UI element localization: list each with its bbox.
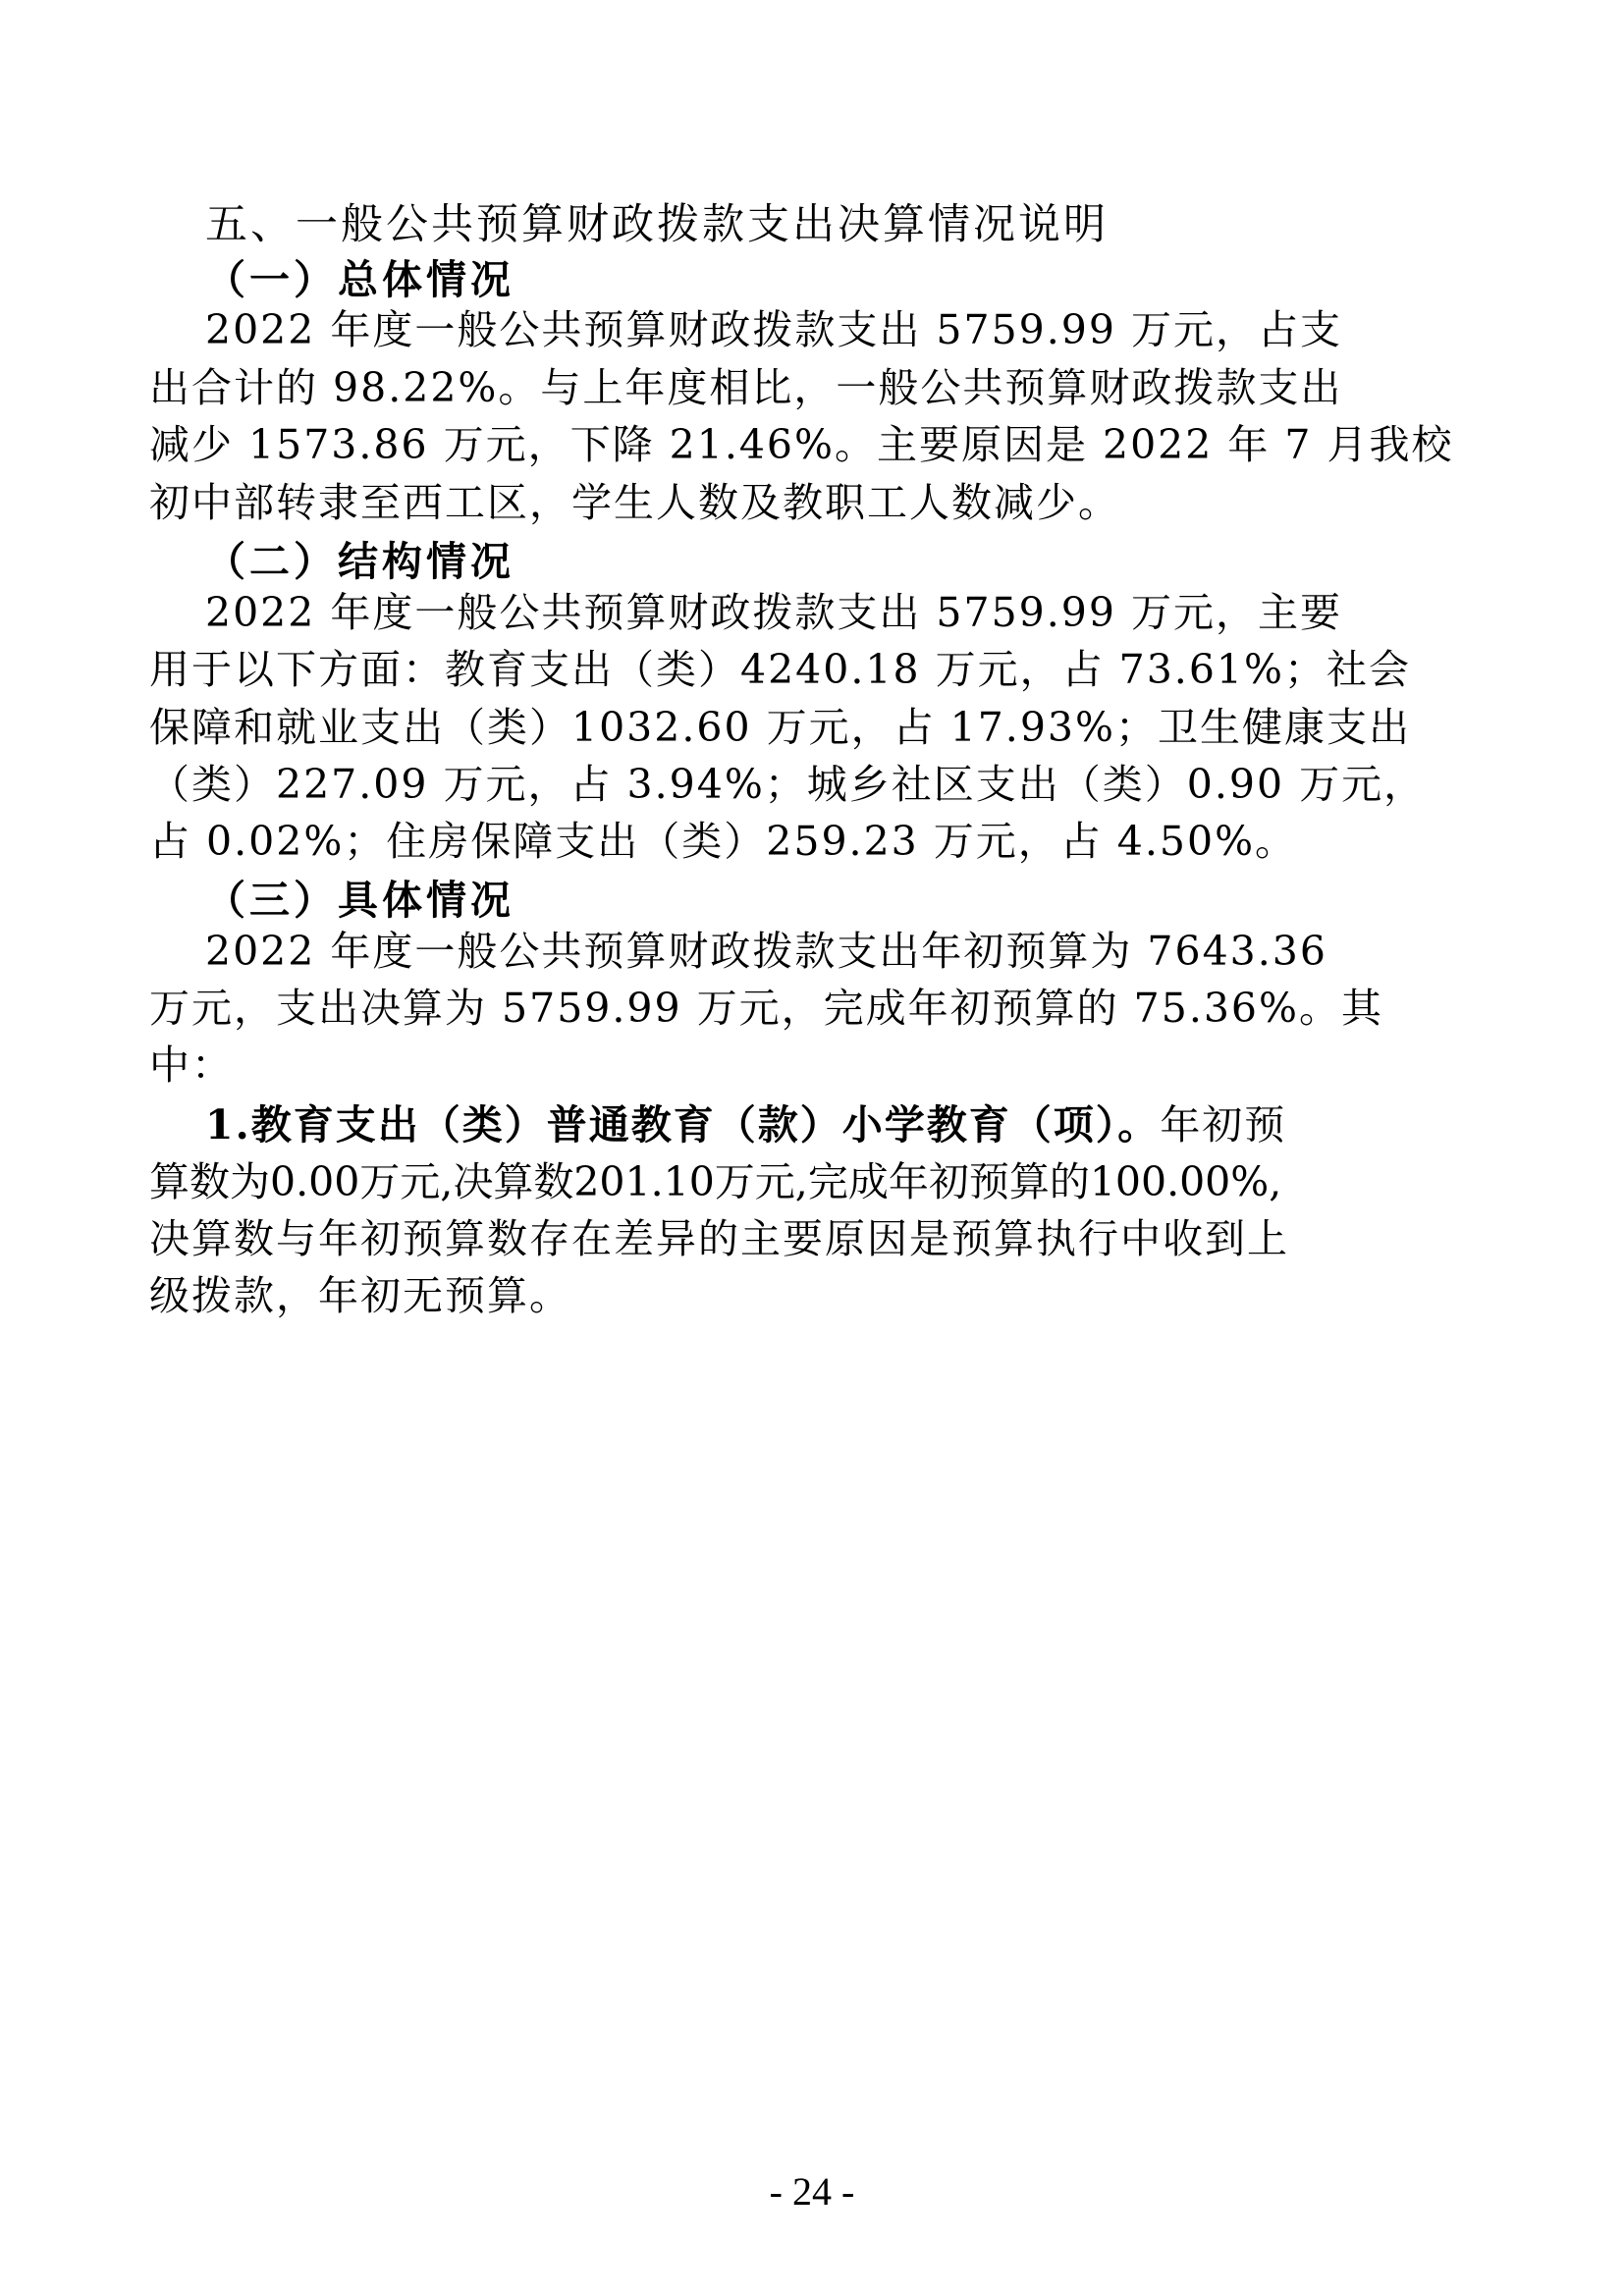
item-1-lead-rest: 年初预: [1160, 1101, 1287, 1148]
paragraph-line: 减少 1573.86 万元，下降 21.46%。主要原因是 2022 年 7 月我校: [149, 421, 1454, 468]
paragraph-line: 决算数与年初预算数存在差异的主要原因是预算执行中收到上: [149, 1215, 1289, 1262]
paragraph-line: 万元，支出决算为 5759.99 万元，完成年初预算的 75.36%。其: [149, 985, 1383, 1032]
item-1-lead: 1.教育支出（类）普通教育（款）小学教育（项）。: [205, 1101, 1161, 1148]
paragraph-line: 保障和就业支出（类）1032.60 万元，占 17.93%；卫生健康支出: [149, 704, 1411, 751]
paragraph-line: 级拨款，年初无预算。: [149, 1272, 571, 1319]
section-title: 五、一般公共预算财政拨款支出决算情况说明: [205, 200, 1109, 249]
subheading-structure: （二）结构情况: [205, 538, 514, 585]
paragraph-line: （类）227.09 万元，占 3.94%；城乡社区支出（类）0.90 万元，: [149, 761, 1427, 808]
paragraph-line: 出合计的 98.22%。与上年度相比，一般公共预算财政拨款支出: [149, 364, 1343, 411]
subheading-detail: （三）具体情况: [205, 877, 514, 924]
paragraph-line: 中：: [149, 1041, 234, 1089]
page-number: - 24 -: [769, 2169, 855, 2214]
paragraph-line: 用于以下方面：教育支出（类）4240.18 万元，占 73.61%；社会: [149, 646, 1411, 693]
subheading-overall: （一）总体情况: [205, 256, 514, 303]
paragraph-line: 2022 年度一般公共预算财政拨款支出 5759.99 万元，占支: [205, 306, 1342, 353]
paragraph-line: 占 0.02%；住房保障支出（类）259.23 万元，占 4.50%。: [149, 818, 1298, 865]
item-1-first-line: [205, 1095, 1286, 1154]
paragraph-line: 初中部转隶至西工区，学生人数及教职工人数减少。: [149, 479, 1120, 526]
paragraph-line: 2022 年度一般公共预算财政拨款支出 5759.99 万元，主要: [205, 589, 1342, 636]
paragraph-line: 算数为0.00万元,决算数201.10万元,完成年初预算的100.00%,: [149, 1158, 1282, 1205]
paragraph-line: 2022 年度一般公共预算财政拨款支出年初预算为 7643.36: [205, 928, 1327, 975]
